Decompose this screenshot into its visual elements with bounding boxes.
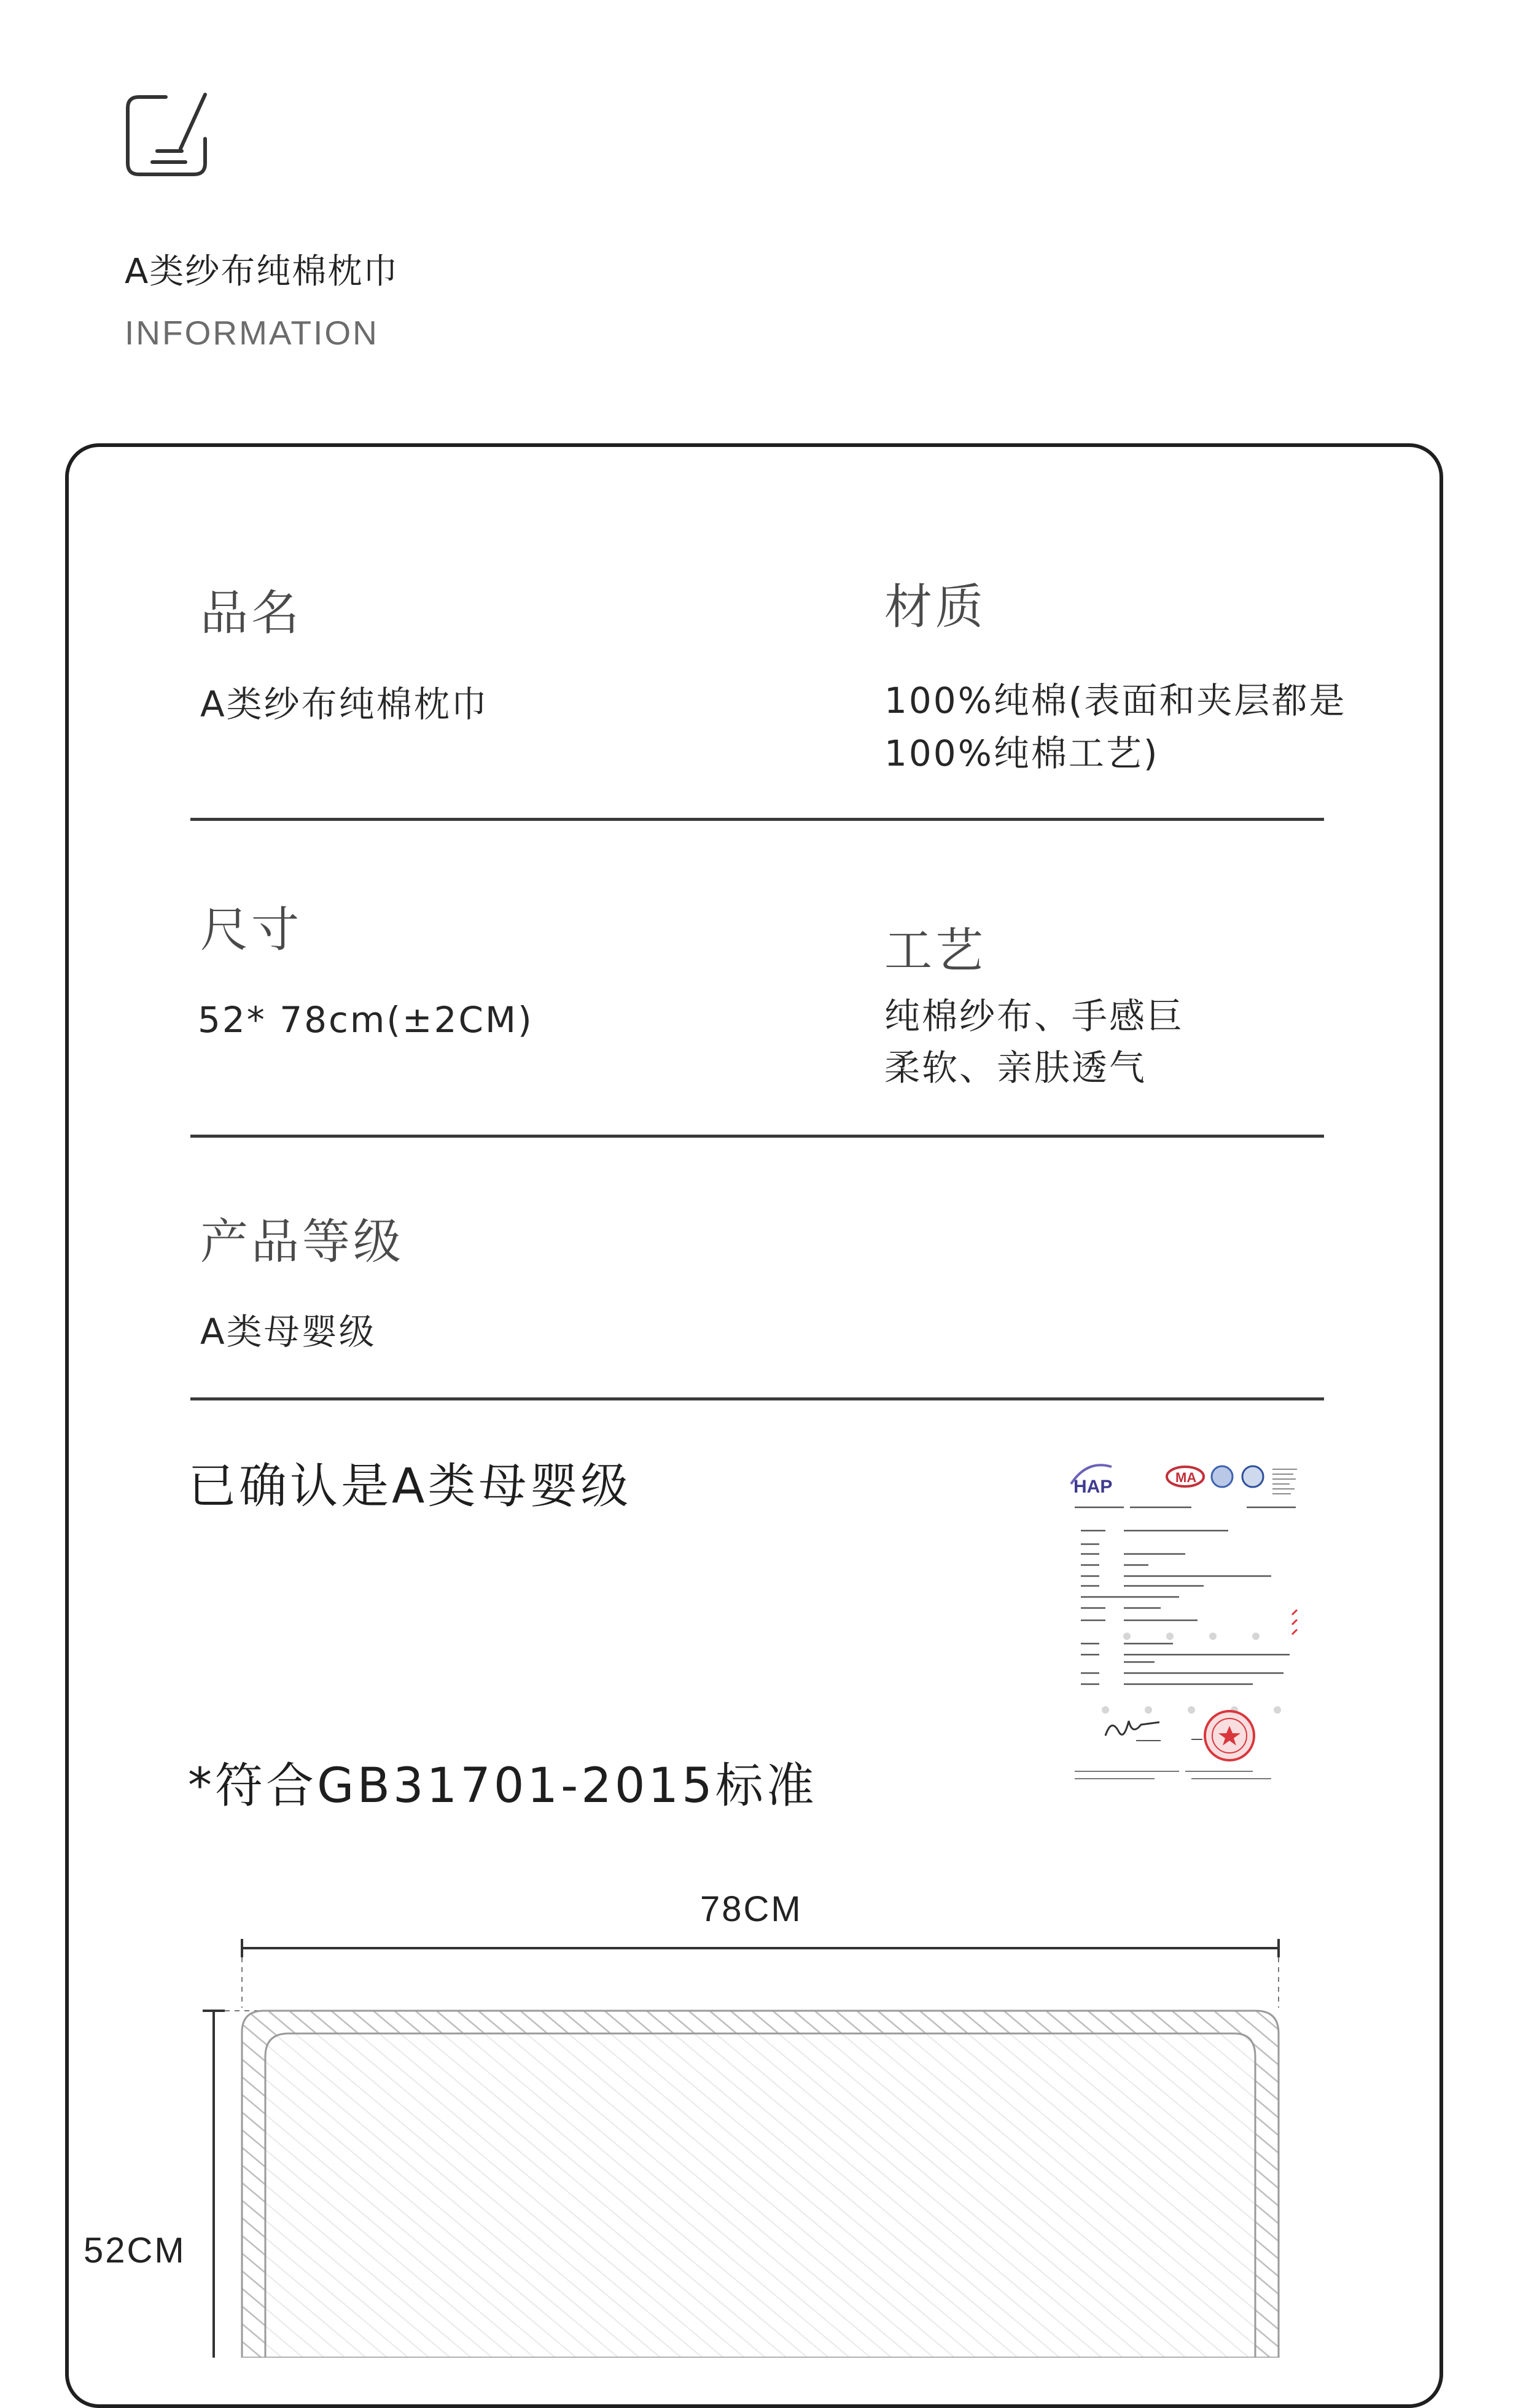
certification-confirm-text: 已确认是A类母婴级	[188, 1459, 632, 1514]
ilac-logo	[1212, 1466, 1233, 1487]
note-edit-icon	[122, 90, 214, 182]
svg-text:HAP: HAP	[1073, 1477, 1113, 1497]
svg-text:MA: MA	[1175, 1470, 1197, 1485]
material-value-line1: 100%纯棉(表面和夹层都是	[884, 680, 1347, 721]
width-dimension-label: 78CM	[700, 1889, 803, 1929]
divider-2	[190, 1135, 1324, 1138]
craft-label: 工艺	[884, 923, 987, 979]
grade-value: A类母婴级	[200, 1311, 376, 1353]
size-value: 52* 78cm(±2CM)	[198, 999, 534, 1041]
material-value-line2: 100%纯棉工艺)	[884, 732, 1159, 774]
cnas-logo	[1242, 1466, 1263, 1487]
grade-label: 产品等级	[200, 1214, 405, 1270]
pillow-towel-diagram	[197, 1934, 1290, 2358]
test-report-thumbnail	[1069, 1452, 1302, 1784]
material-label: 材质	[884, 580, 987, 635]
name-label: 品名	[200, 586, 303, 641]
name-value: A类纱布纯棉枕巾	[200, 683, 489, 725]
size-label: 尺寸	[200, 903, 303, 958]
official-stamp	[1205, 1711, 1254, 1760]
divider-3	[190, 1397, 1324, 1400]
divider-1	[190, 818, 1324, 821]
header-subtitle: INFORMATION	[125, 314, 379, 352]
width-dimension-line	[242, 1939, 1279, 1957]
craft-value-line1: 纯棉纱布、手感巨	[884, 995, 1185, 1037]
towel-center-panel	[265, 2033, 1255, 2358]
certification-standard-text: *符合GB31701-2015标准	[188, 1758, 817, 1814]
craft-value-line2: 柔软、亲肤透气	[884, 1047, 1147, 1089]
header-title: A类纱布纯棉枕巾	[125, 252, 399, 292]
height-dimension-label: 52CM	[84, 2231, 186, 2270]
height-dimension-line	[203, 2011, 225, 2358]
